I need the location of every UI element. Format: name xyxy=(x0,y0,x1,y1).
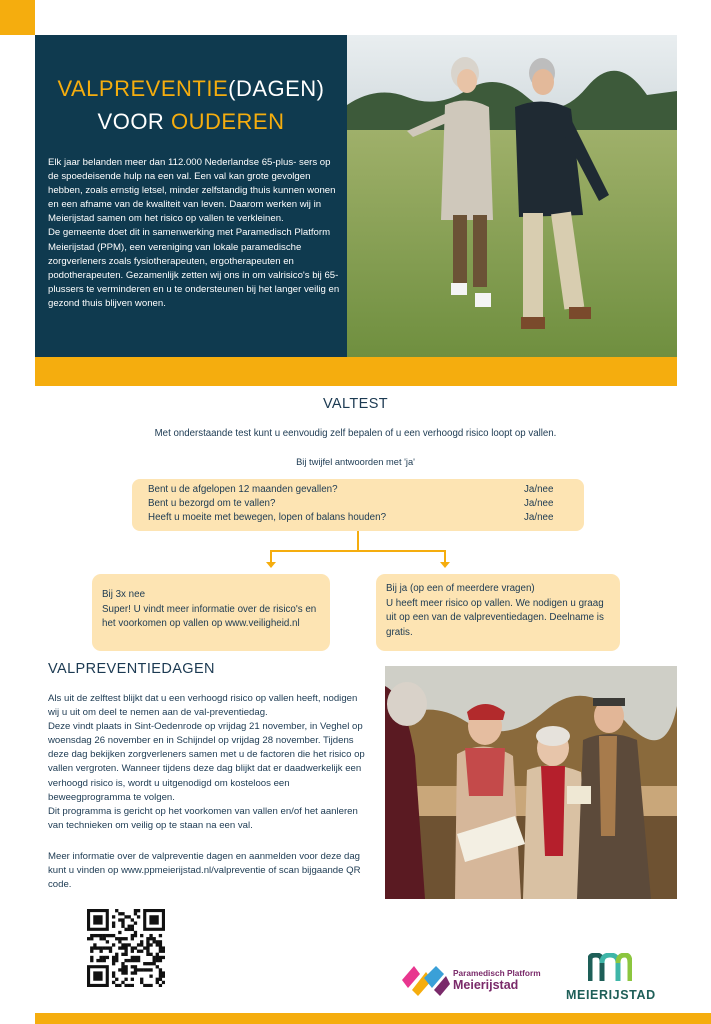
ppm-logo-line-2: Meierijstad xyxy=(453,978,519,992)
days-body xyxy=(48,692,370,833)
title-part-2: (DAGEN) xyxy=(228,76,325,101)
branch-stem xyxy=(357,531,359,551)
question-text: Heeft u moeite met bewegen, lopen of balans houden? xyxy=(148,512,387,523)
title-part-3: VOOR xyxy=(97,109,165,134)
ppm-logo-line-1: Paramedisch Platform xyxy=(453,968,541,978)
question-text: Bent u bezorgd om te vallen? xyxy=(148,498,276,509)
intro-text xyxy=(48,156,340,311)
result-yes-body: U heeft meer risico op vallen. We nodigen u graag uit op een van de valpreventiedagen. Deelname is gratis. xyxy=(386,597,604,638)
question-answer: Ja/nee xyxy=(524,498,554,509)
question-answer: Ja/nee xyxy=(524,484,554,495)
corner-accent xyxy=(0,0,35,35)
arrow-down-icon xyxy=(440,562,450,568)
meierijstad-logo-icon xyxy=(588,953,632,983)
result-yes-box xyxy=(376,574,620,651)
question-box xyxy=(132,479,584,531)
days-more-info: Meer informatie over de valpreventie dagen en aanmelden voor deze dag kunt u vinden op www.ppmeierijstad.nl/valpreventie of scan bijgaande QR code. xyxy=(48,851,361,891)
result-no-title: Bij 3x nee xyxy=(102,589,146,600)
question-answer: Ja/nee xyxy=(524,512,554,523)
branch-right xyxy=(444,550,446,562)
result-no-box xyxy=(92,574,330,651)
question-row xyxy=(148,498,568,509)
question-row xyxy=(148,484,568,495)
intro-paragraph-2: De gemeente doet dit in samenwerking met Paramedisch Platform Meierijstad (PPM), een vereniging van lokale paramedische zorgverleners zoals fysiotherapeuten, ergotherapeuten en podotherapeuten. Gezamenlijk zetten wij ons in om valrisico's bij 65-plussers te verminderen en u te ondersteunen bij het langer veilig en gezond thuis blijven wonen. xyxy=(48,227,340,309)
valtest-hint: Bij twijfel antwoorden met 'ja' xyxy=(296,457,415,467)
bottom-accent-band xyxy=(35,1013,711,1024)
question-row xyxy=(148,512,568,523)
days-paragraph-1: Als uit de zelftest blijkt dat u een verhoogd risico op vallen heeft, nodigen wij u uit om deel te nemen aan de val-preventiedag. xyxy=(48,693,358,719)
qr-code[interactable] xyxy=(87,909,165,987)
hero-accent-band xyxy=(35,357,677,386)
title-part-4: OUDEREN xyxy=(170,109,285,134)
valtest-lead: Met onderstaande test kunt u eenvoudig zelf bepalen of u een verhoogd risico loopt op vallen. xyxy=(154,428,557,439)
result-no-body: Super! U vindt meer informatie over de risico's en het voorkomen op vallen op www.veiligheid.nl xyxy=(102,603,317,629)
title-part-1: VALPREVENTIE xyxy=(57,76,229,101)
valtest-heading: VALTEST xyxy=(322,396,389,412)
days-photo xyxy=(385,666,677,899)
hero-photo xyxy=(347,35,677,357)
meierijstad-logo-text: MEIERIJSTAD xyxy=(566,988,656,1002)
question-text: Bent u de afgelopen 12 maanden gevallen? xyxy=(148,484,338,495)
hero-title xyxy=(35,72,347,138)
days-paragraph-3: Dit programma is gericht op het voorkomen van vallen en/of het aanleren van technieken om veilig op te staan na een val. xyxy=(48,805,358,831)
days-heading: VALPREVENTIEDAGEN xyxy=(48,661,215,677)
intro-paragraph-1: Elk jaar belanden meer dan 112.000 Nederlandse 65-plus- sers op de spoedeisende hulp na een val. Een val kan grote gevolgen hebben, zoals ernstig letsel, minder zelfstandig thuis kunnen wonen en een afname van de kwaliteit van leven. Daarom werken wij in Meierijstad samen om het risico op vallen te verkleinen. xyxy=(48,157,336,225)
arrow-down-icon xyxy=(266,562,276,568)
branch-left xyxy=(270,550,272,562)
branch-bar xyxy=(270,550,446,552)
result-yes-title: Bij ja (op een of meerdere vragen) xyxy=(386,583,535,594)
days-paragraph-2: Deze vindt plaats in Sint-Oedenrode op vrijdag 21 november, in Veghel op woensdag 26 november en in Schijndel op vrijdag 28 november. Tijdens deze dag bekijken zorgverleners samen met u de factoren die het risico op vallen vergroten. Wanneer tijdens deze dag blijkt dat er daadwerkelijk een verhoogd risico is, wordt u uitgenodigd om kosteloos een beweegprogramma te volgen. xyxy=(48,721,365,803)
